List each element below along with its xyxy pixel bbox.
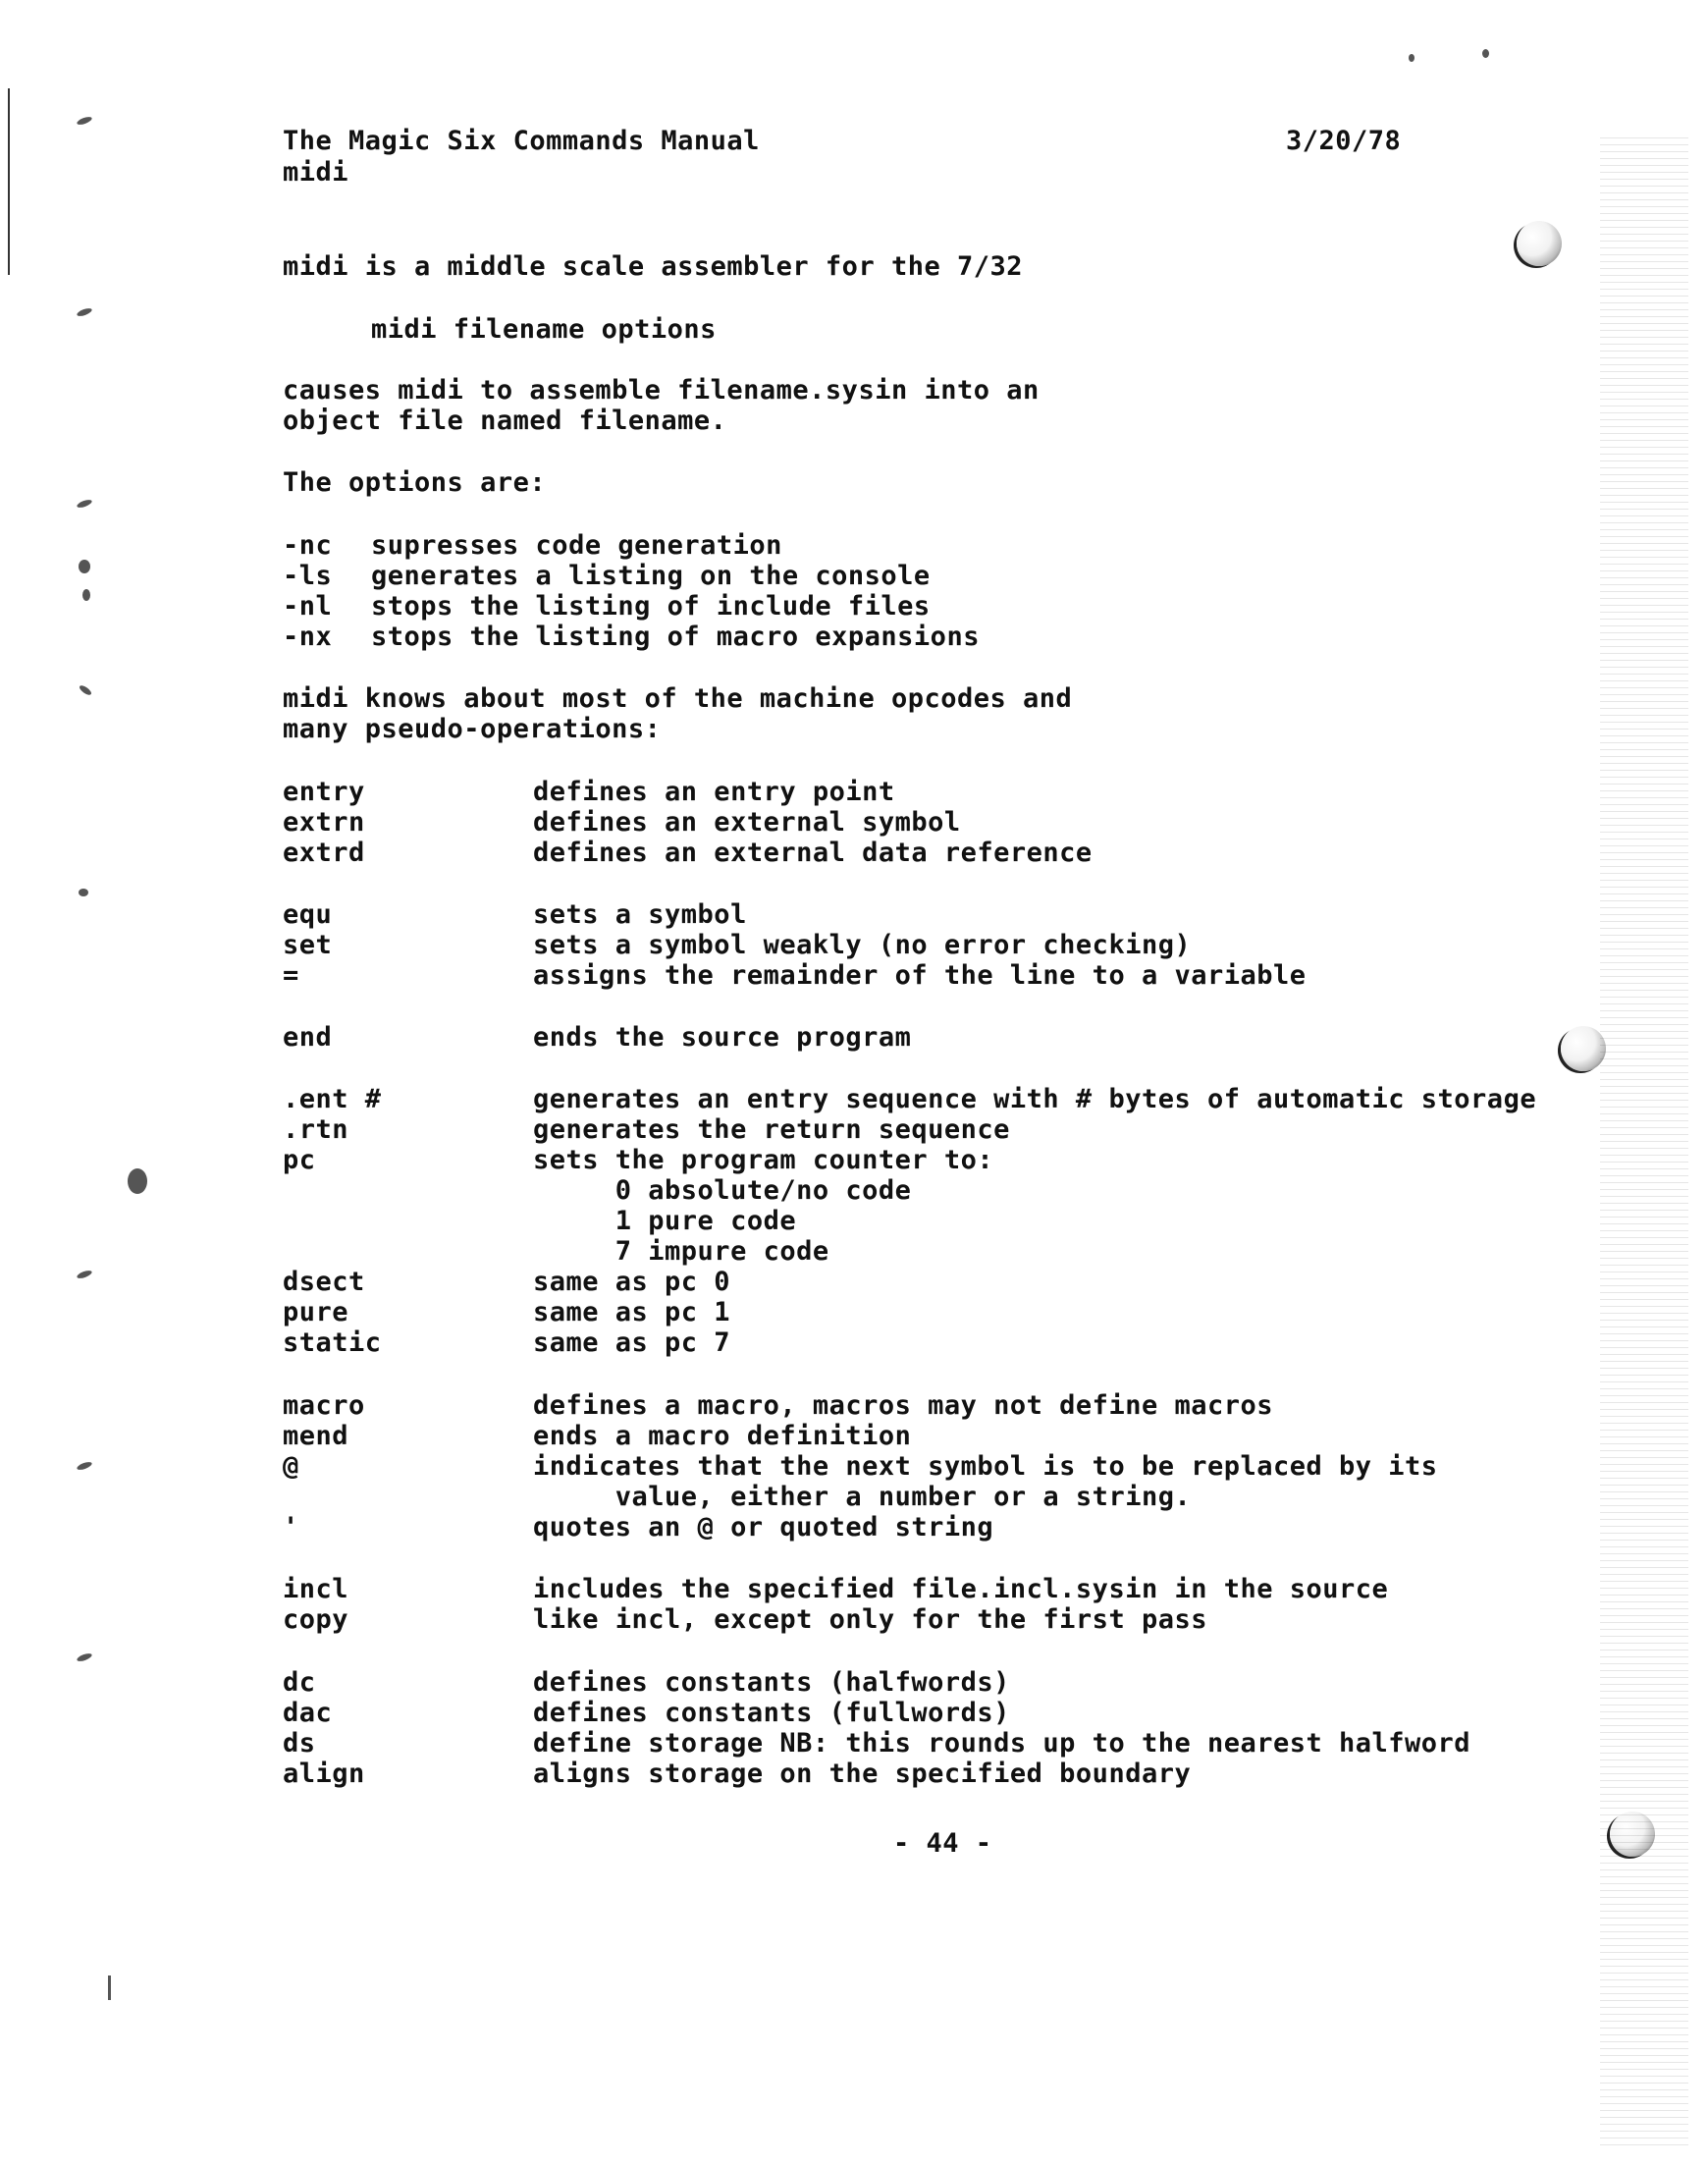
pseudo-op-desc: defines an external symbol bbox=[533, 807, 961, 838]
pseudo-op-desc: ends the source program bbox=[533, 1022, 912, 1053]
binder-hole-top bbox=[1517, 221, 1562, 266]
option-flag: -nc bbox=[283, 530, 333, 561]
option-flag: -nl bbox=[283, 591, 333, 622]
pseudo-op-term: pc bbox=[283, 1145, 316, 1175]
description-line-2: object file named filename. bbox=[283, 406, 727, 436]
pseudo-op-term: macro bbox=[283, 1390, 365, 1421]
scan-speck bbox=[76, 498, 92, 509]
pseudo-op-term: pure bbox=[283, 1297, 349, 1327]
pseudo-op-desc: sets the program counter to: bbox=[533, 1145, 994, 1175]
scan-speck bbox=[108, 1976, 111, 2000]
pseudo-op-desc: defines an entry point bbox=[533, 777, 895, 807]
pseudo-op-desc: 0 absolute/no code bbox=[533, 1175, 912, 1206]
scan-edge-noise bbox=[1600, 137, 1688, 2150]
option-flag: -ls bbox=[283, 561, 333, 591]
pseudo-op-desc: quotes an @ or quoted string bbox=[533, 1512, 994, 1543]
options-heading: The options are: bbox=[283, 467, 547, 498]
scan-speck bbox=[79, 560, 90, 573]
pseudo-op-term: dc bbox=[283, 1667, 316, 1698]
pseudo-op-term: ' bbox=[283, 1512, 299, 1543]
pseudo-op-desc: ends a macro definition bbox=[533, 1421, 912, 1451]
pseudo-op-desc: generates an entry sequence with # bytes of automatic storage bbox=[533, 1084, 1537, 1114]
pseudo-op-desc: defines constants (halfwords) bbox=[533, 1667, 1010, 1698]
pseudo-op-desc: defines a macro, macros may not define macros bbox=[533, 1390, 1273, 1421]
pseudo-op-term: dac bbox=[283, 1698, 333, 1728]
pseudo-op-desc: same as pc 7 bbox=[533, 1327, 731, 1358]
pseudo-op-desc: same as pc 1 bbox=[533, 1297, 731, 1327]
scan-speck bbox=[76, 115, 92, 126]
option-text: generates a listing on the console bbox=[371, 561, 931, 591]
pseudo-op-term: set bbox=[283, 930, 333, 960]
scan-speck bbox=[76, 1269, 92, 1279]
scan-speck bbox=[1482, 49, 1489, 58]
pseudo-op-desc: sets a symbol weakly (no error checking) bbox=[533, 930, 1192, 960]
scan-speck bbox=[79, 684, 93, 697]
manual-date: 3/20/78 bbox=[1286, 126, 1402, 156]
pseudo-op-term: .ent # bbox=[283, 1084, 382, 1114]
pseudo-op-term: incl bbox=[283, 1574, 349, 1604]
pseudo-op-term: mend bbox=[283, 1421, 349, 1451]
pseudo-op-desc: same as pc 0 bbox=[533, 1267, 731, 1297]
manual-title: The Magic Six Commands Manual bbox=[283, 126, 760, 156]
pseudo-op-term: extrd bbox=[283, 838, 365, 868]
command-name-header: midi bbox=[283, 157, 349, 188]
pseudo-op-term: equ bbox=[283, 899, 333, 930]
pseudo-op-term: .rtn bbox=[283, 1114, 349, 1145]
pseudo-op-term: extrn bbox=[283, 807, 365, 838]
page-number: - 44 - bbox=[893, 1828, 992, 1859]
summary-line: midi is a middle scale assembler for the 7/32 bbox=[283, 251, 1023, 282]
pseudo-op-desc: indicates that the next symbol is to be replaced by its bbox=[533, 1451, 1438, 1482]
pseudo-op-desc: sets a symbol bbox=[533, 899, 747, 930]
scan-speck bbox=[79, 889, 88, 896]
pseudo-op-term: @ bbox=[283, 1451, 299, 1482]
scan-speck bbox=[128, 1168, 147, 1194]
pseudo-op-desc: 7 impure code bbox=[533, 1236, 829, 1267]
pseudo-op-desc: assigns the remainder of the line to a variable bbox=[533, 960, 1307, 991]
pseudo-op-term: dsect bbox=[283, 1267, 365, 1297]
scan-speck bbox=[76, 1651, 92, 1662]
scan-speck bbox=[82, 589, 90, 601]
pseudo-op-term: = bbox=[283, 960, 299, 991]
pseudo-op-term: end bbox=[283, 1022, 333, 1053]
pseudo-op-desc: includes the specified file.incl.sysin in the source bbox=[533, 1574, 1389, 1604]
usage-line: midi filename options bbox=[371, 314, 717, 345]
scan-speck bbox=[1409, 54, 1414, 62]
pseudo-op-desc: defines an external data reference bbox=[533, 838, 1093, 868]
pseudo-op-desc: aligns storage on the specified boundary bbox=[533, 1759, 1192, 1789]
left-margin-line bbox=[8, 88, 10, 275]
option-flag: -nx bbox=[283, 622, 333, 652]
pseudo-op-term: ds bbox=[283, 1728, 316, 1759]
pseudo-op-desc: generates the return sequence bbox=[533, 1114, 1010, 1145]
pseudo-op-term: entry bbox=[283, 777, 365, 807]
option-text: stops the listing of macro expansions bbox=[371, 622, 980, 652]
option-text: supresses code generation bbox=[371, 530, 782, 561]
opcodes-intro-line-2: many pseudo-operations: bbox=[283, 714, 662, 744]
opcodes-intro-line-1: midi knows about most of the machine opcodes and bbox=[283, 683, 1073, 714]
pseudo-op-term: copy bbox=[283, 1604, 349, 1635]
description-line-1: causes midi to assemble filename.sysin into an bbox=[283, 375, 1040, 406]
pseudo-op-term: align bbox=[283, 1759, 365, 1789]
pseudo-op-desc: define storage NB: this rounds up to the nearest halfword bbox=[533, 1728, 1471, 1759]
pseudo-op-desc: 1 pure code bbox=[533, 1206, 797, 1236]
option-text: stops the listing of include files bbox=[371, 591, 931, 622]
pseudo-op-desc: like incl, except only for the first pass bbox=[533, 1604, 1207, 1635]
pseudo-op-desc: value, either a number or a string. bbox=[533, 1482, 1192, 1512]
pseudo-op-desc: defines constants (fullwords) bbox=[533, 1698, 1010, 1728]
scan-speck bbox=[76, 306, 92, 317]
pseudo-op-term: static bbox=[283, 1327, 382, 1358]
scan-speck bbox=[76, 1460, 92, 1471]
